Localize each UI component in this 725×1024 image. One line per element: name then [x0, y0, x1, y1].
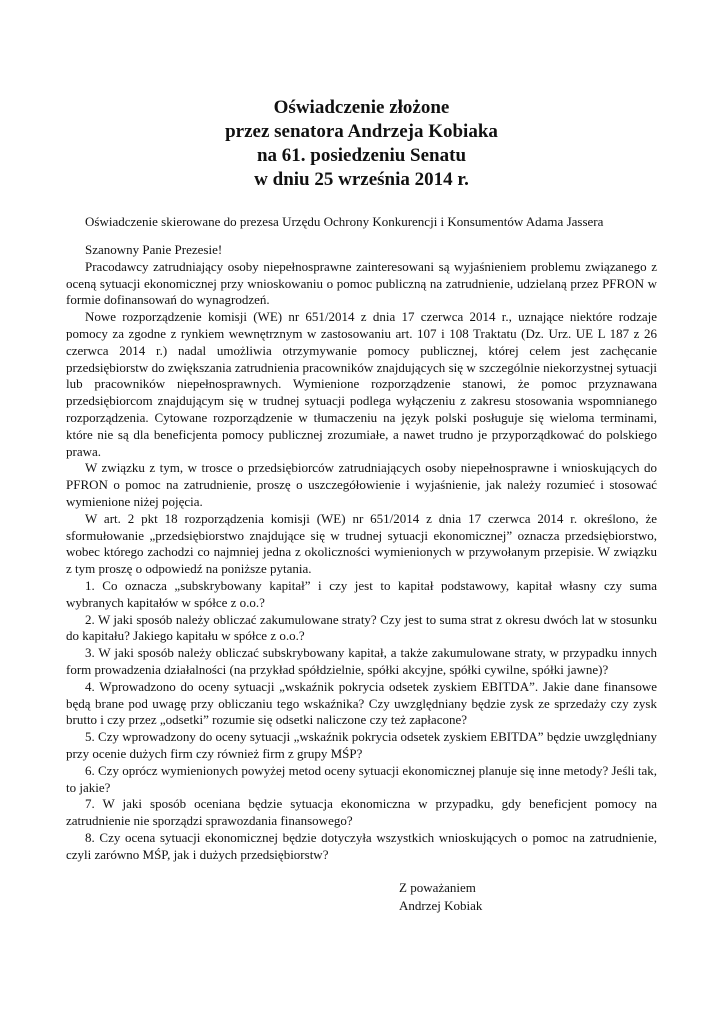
title-line: przez senatora Andrzeja Kobiaka	[225, 121, 498, 142]
body-paragraph: Nowe rozporządzenie komisji (WE) nr 651/2014 z dnia 17 czerwca 2014 r., uznające niektóre rodzaje pomocy za zgodne z rynkiem wewnętrznym w zastosowaniu art. 107 i 108 Traktatu (Dz. Urz. UE L 187 z 26 czerwca 2014 r.) nadal umożliwia otrzymywanie pomocy publicznej, której celem jest zachęcanie przedsiębiorstw do zwiększania zatrudnienia pracowników znajdujących się w szczególnie niekorzystnej sytuacji lub pracowników niepełnosprawnych. Wymienione rozporządzenie stanowi, że pomoc przyznawana przedsiębiorcom znajdującym się w trudnej sytuacji podlega wyłączeniu z zakresu stosowania wspomnianego rozporządzenia. Cytowane rozporządzenie w tłumaczeniu na język polski posługuje się wieloma terminami, które nie są dla beneficjenta pomocy publicznej zrozumiałe, a nawet trudno je przyporządkować do polskiego prawa.	[66, 309, 657, 459]
question-item: 7. W jaki sposób oceniana będzie sytuacja ekonomiczna w przypadku, gdy beneficjent pomocy na zatrudnienie nie sporządzi sprawozdania finansowego?	[66, 796, 657, 829]
body-paragraph: Pracodawcy zatrudniający osoby niepełnosprawne zainteresowani są wyjaśnieniem problemu związanego z oceną sytuacji ekonomicznej przy wnioskowaniu o pomoc publiczną na zatrudnienie, udzielaną przez PFRON w formie dofinansowań do wynagrodzeń.	[66, 258, 657, 308]
question-item: 2. W jaki sposób należy obliczać zakumulowane straty? Czy jest to suma strat z okresu dwóch lat w stosunku do kapitału? Jakiego kapitału w spółce z o.o.?	[66, 611, 657, 644]
question-item: 4. Wprowadzono do oceny sytuacji „wskaźnik pokrycia odsetek zyskiem EBITDA”. Jakie dane finansowe będą brane pod uwagę przy obliczaniu tego wskaźnika? Czy uwzględniany będzie zysk ze sprzedaży czy zysk brutto i czy przez „odsetki” rozumie się odsetki naliczone czy też zapłacone?	[66, 678, 657, 728]
document-page	[66, 96, 657, 915]
document-title	[66, 96, 657, 192]
question-item: 5. Czy wprowadzony do oceny sytuacji „wskaźnik pokrycia odsetek zyskiem EBITDA” będzie uwzględniany przy ocenie dużych firm czy również firm z grupy MŚP?	[66, 729, 657, 761]
title-line: Oświadczenie złożone	[273, 97, 450, 118]
body-paragraph: W związku z tym, w trosce o przedsiębiorców zatrudniających osoby niepełnosprawne i wnioskujących do PFRON o pomoc na zatrudnienie, proszę o uszczegółowienie i wyjaśnienie, jak należy rozumieć i stosować wymienione niżej pojęcia.	[66, 460, 657, 509]
question-item: 1. Co oznacza „subskrybowany kapitał” i czy jest to kapitał podstawowy, kapitał własny czy suma wybranych kapitałów w spółce z o.o.?	[66, 577, 657, 610]
document-body	[66, 242, 657, 863]
document-subject: Oświadczenie skierowane do prezesa Urzędu Ochrony Konkurencji i Konsumentów Adama Jassera	[85, 214, 604, 229]
signature: Andrzej Kobiak	[399, 898, 483, 914]
question-item: 8. Czy ocena sytuacji ekonomicznej będzie dotyczyła wszystkich wnioskujących o pomoc na zatrudnienie, czyli zarówno MŚP, jak i dużych przedsiębiorstw?	[66, 829, 657, 862]
question-item: 3. W jaki sposób należy obliczać subskrybowany kapitał, a także zakumulowane straty, w przypadku innych form prowadzenia działalności (na przykład spółdzielnie, spółki akcyjne, spółki cywilne, spółki jawne)?	[66, 645, 657, 677]
body-paragraph: W art. 2 pkt 18 rozporządzenia komisji (WE) nr 651/2014 z dnia 17 czerwca 2014 r. określono, że sformułowanie „przedsiębiorstwo znajdujące się w trudnej sytuacji ekonomicznej” oznacza przedsiębiorstwo, wobec którego zachodzi co najmniej jedna z okoliczności wymienionych w przywołanym przepisie. W związku z tym proszę o odpowiedź na poniższe pytania.	[66, 510, 657, 577]
closing-phrase: Z poważaniem	[399, 880, 476, 896]
title-line: w dniu 25 września 2014 r.	[254, 169, 469, 190]
greeting: Szanowny Panie Prezesie!	[85, 242, 223, 257]
question-item: 6. Czy oprócz wymienionych powyżej metod oceny sytuacji ekonomicznej planuje się inne metody? Jeśli tak, to jakie?	[66, 762, 657, 795]
title-line: na 61. posiedzeniu Senatu	[256, 145, 467, 166]
closing-block	[399, 879, 657, 915]
